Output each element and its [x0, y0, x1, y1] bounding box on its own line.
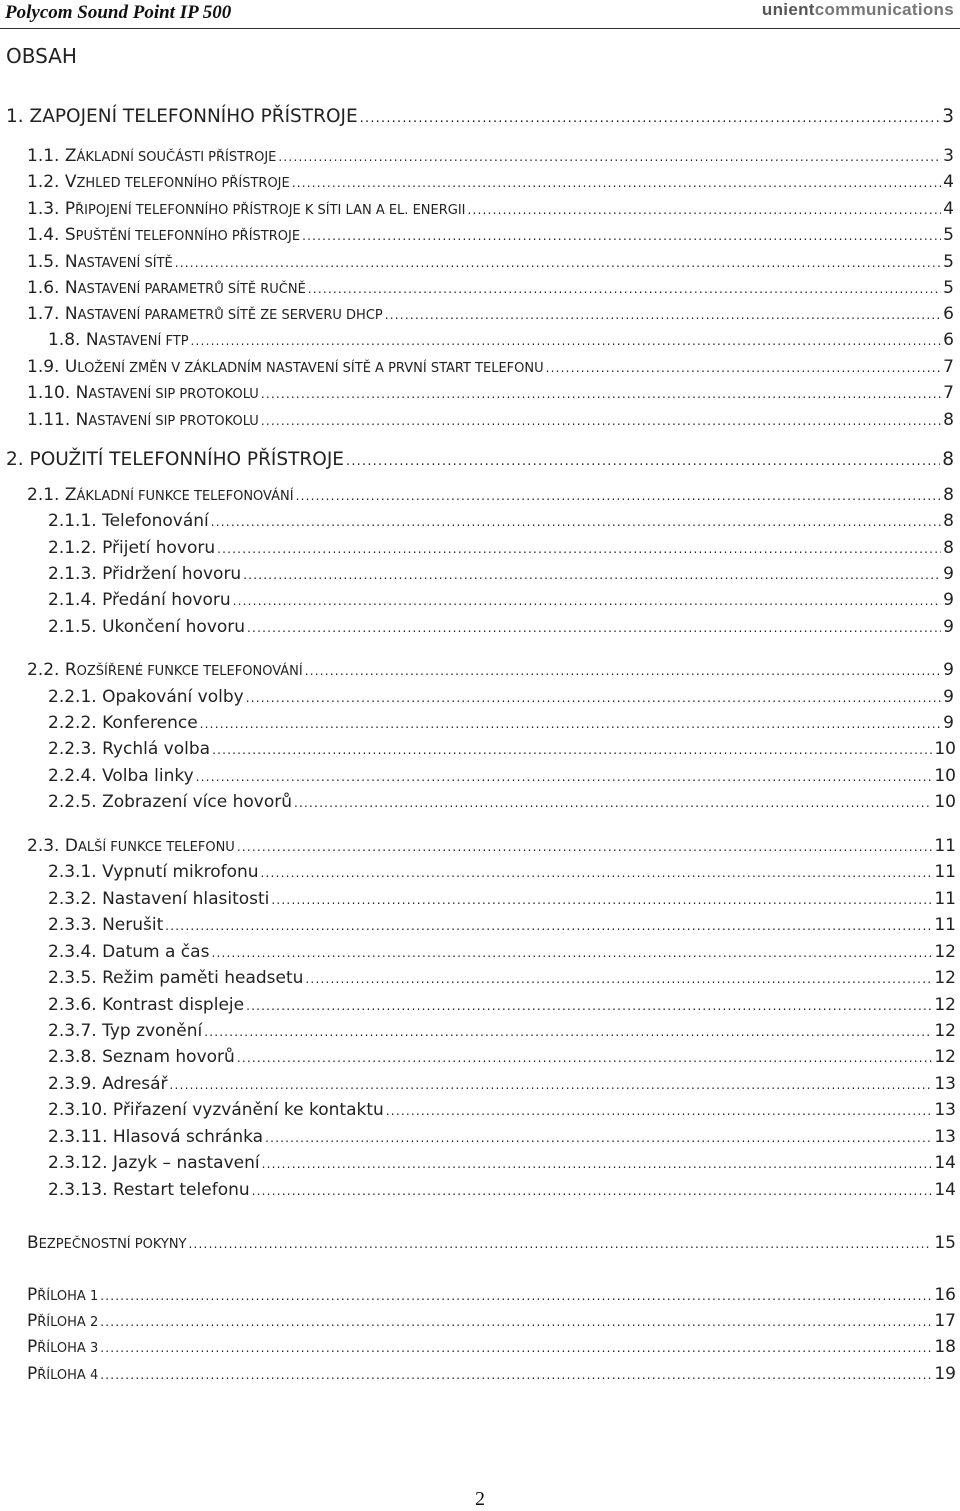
- toc-entry-caption: Vypnutí mikrofonu: [102, 862, 259, 882]
- toc-entry[interactable]: [48, 1047, 956, 1067]
- toc-entry-page: 9: [943, 660, 954, 680]
- toc-entry-title: [48, 1153, 260, 1173]
- toc-dot-leader: [196, 770, 933, 784]
- toc-entry-smallcaps: EZPEČNOSTNÍ POKYNY: [38, 1237, 187, 1252]
- toc-dot-leader: [278, 150, 941, 164]
- toc-dot-leader: [246, 691, 941, 705]
- toc-entry-smallcaps: ŘÍLOHA 3: [37, 1341, 99, 1356]
- toc-entry-page: 11: [934, 862, 956, 882]
- toc-entry-title: [27, 383, 259, 403]
- toc-entry[interactable]: [48, 590, 954, 610]
- toc-entry-number: 2.3.6.: [48, 995, 103, 1015]
- toc-entry[interactable]: [48, 968, 956, 988]
- toc-entry-page: 10: [934, 792, 956, 812]
- toc-entry-title: [48, 889, 269, 909]
- toc-dot-leader: [237, 1051, 933, 1065]
- toc-entry-title: [27, 1285, 98, 1305]
- toc-entry-caption: N: [64, 252, 78, 272]
- toc-entry-caption: Přiřazení vyzvánění ke kontaktu: [112, 1100, 384, 1120]
- toc-entry-title: [27, 1233, 187, 1253]
- toc-dot-leader: [175, 256, 941, 270]
- toc-dot-leader: [233, 594, 942, 608]
- toc-entry[interactable]: [48, 942, 956, 962]
- toc-entry-page: 8: [943, 410, 954, 430]
- toc-entry-title: [48, 766, 194, 786]
- toc-entry-caption: Telefonování: [102, 511, 209, 531]
- toc-entry-number: 2.3.: [27, 836, 65, 856]
- toc-dot-leader: [546, 361, 942, 375]
- toc-dot-leader: [100, 1315, 932, 1329]
- toc-entry[interactable]: [48, 862, 956, 882]
- toc-entry[interactable]: [48, 617, 954, 637]
- toc-entry-caption: Restart telefonu: [112, 1180, 250, 1200]
- toc-entry-caption: Opakování volby: [102, 687, 244, 707]
- toc-entry-number: 2.2.5.: [48, 792, 103, 812]
- toc-entry-title: [27, 1364, 98, 1384]
- toc-entry-title: [48, 862, 259, 882]
- toc-entry-page: 13: [934, 1074, 956, 1094]
- toc-entry-number: 2.1.4.: [48, 590, 103, 610]
- toc-entry-page: 8: [943, 511, 954, 531]
- toc-entry-caption: ZAPOJENÍ TELEFONNÍHO PŘÍSTROJE: [29, 106, 358, 127]
- toc-entry-page: 8: [943, 538, 954, 558]
- header-rule: [0, 28, 960, 29]
- toc-entry-number: 2.2.: [27, 660, 65, 680]
- toc-entry[interactable]: [27, 1364, 956, 1384]
- toc-entry-title: [27, 304, 383, 324]
- toc-entry-title: [48, 538, 215, 558]
- toc-entry-caption: POUŽITÍ TELEFONNÍHO PŘÍSTROJE: [29, 449, 344, 470]
- toc-entry-title: [48, 1127, 263, 1147]
- toc-entry-smallcaps: ŘÍLOHA 2: [37, 1315, 99, 1330]
- toc-entry[interactable]: [48, 995, 956, 1015]
- toc-entry-caption: Nerušit: [102, 915, 164, 935]
- toc-entry-smallcaps: ŘIPOJENÍ TELEFONNÍHO PŘÍSTROJE K SÍTI LAN A EL. ENERGII: [75, 203, 466, 218]
- toc-entry-title: [48, 1021, 202, 1041]
- toc-entry[interactable]: [48, 1074, 956, 1094]
- toc-dot-leader: [265, 1131, 932, 1145]
- toc-entry[interactable]: [27, 304, 954, 324]
- toc-entry-smallcaps: ALŠÍ FUNKCE TELEFONU: [77, 840, 235, 855]
- toc-entry-number: 1.1.: [27, 146, 65, 166]
- toc-entry-title: [27, 146, 276, 166]
- toc-entry-number: 1.2.: [27, 172, 65, 192]
- toc-entry-page: 5: [943, 252, 954, 272]
- toc-entry-page: 7: [943, 357, 954, 377]
- brand-logo-rest: communications: [814, 0, 954, 19]
- toc-entry-smallcaps: ASTAVENÍ PARAMETRŮ SÍTĚ ZE SERVERU DHCP: [77, 308, 383, 323]
- toc-heading: OBSAH: [6, 44, 77, 68]
- toc-entry[interactable]: [27, 836, 956, 856]
- toc-entry-title: [27, 485, 294, 505]
- toc-entry-smallcaps: ÁKLADNÍ FUNKCE TELEFONOVÁNÍ: [76, 489, 294, 504]
- toc-entry[interactable]: [27, 1311, 956, 1331]
- toc-dot-leader: [294, 796, 932, 810]
- toc-entry-number: 2.2.3.: [48, 739, 103, 759]
- toc-entry-caption: N: [85, 330, 99, 350]
- toc-dot-leader: [386, 1104, 933, 1118]
- toc-entry-page: 3: [943, 146, 954, 166]
- toc-entry[interactable]: [27, 1337, 956, 1357]
- toc-entry-caption: R: [64, 660, 77, 680]
- toc-entry-caption: P: [27, 1337, 38, 1357]
- toc-entry-page: 18: [934, 1337, 956, 1357]
- toc-entry-title: [48, 564, 241, 584]
- toc-dot-leader: [252, 1184, 933, 1198]
- brand-logo: [762, 0, 954, 20]
- toc-entry-page: 9: [943, 564, 954, 584]
- toc-dot-leader: [247, 621, 941, 635]
- toc-entry-page: 13: [934, 1100, 956, 1120]
- toc-entry[interactable]: [48, 1153, 956, 1173]
- toc-entry-page: 6: [943, 304, 954, 324]
- toc-entry-page: 12: [934, 968, 956, 988]
- toc-entry-caption: Režim paměti headsetu: [102, 968, 304, 988]
- toc-entry-title: [48, 915, 163, 935]
- toc-entry[interactable]: [27, 225, 954, 245]
- toc-entry-page: 15: [934, 1233, 956, 1253]
- toc-entry-number: 1.7.: [27, 304, 65, 324]
- toc-entry[interactable]: [27, 357, 954, 377]
- toc-entry[interactable]: [48, 915, 956, 935]
- toc-entry-number: 2.1.2.: [48, 538, 103, 558]
- toc-entry-caption: Přidržení hovoru: [102, 564, 242, 584]
- toc-entry-caption: N: [64, 304, 78, 324]
- toc-entry-number: 2.3.1.: [48, 862, 103, 882]
- toc-entry[interactable]: [27, 1233, 956, 1253]
- toc-entry-caption: Konference: [102, 713, 198, 733]
- toc-entry-number: 2.: [6, 449, 30, 470]
- toc-entry-caption: Adresář: [102, 1074, 168, 1094]
- toc-entry-number: 2.3.7.: [48, 1021, 103, 1041]
- toc-entry-page: 12: [934, 1047, 956, 1067]
- toc-entry-number: 2.1.1.: [48, 511, 103, 531]
- toc-dot-leader: [468, 203, 942, 217]
- toc-entry-caption: Z: [64, 146, 77, 166]
- toc-dot-leader: [211, 515, 941, 529]
- toc-entry[interactable]: [48, 1127, 956, 1147]
- toc-entry[interactable]: [48, 511, 954, 531]
- toc-entry-title: [27, 199, 466, 219]
- toc-entry[interactable]: [27, 146, 954, 166]
- toc-entry-page: 12: [934, 995, 956, 1015]
- brand-logo-bold: unient: [761, 0, 815, 19]
- toc-entry-page: 9: [943, 687, 954, 707]
- toc-entry-title: [48, 739, 210, 759]
- toc-entry-caption: Typ zvonění: [102, 1021, 203, 1041]
- toc-dot-leader: [302, 229, 941, 243]
- toc-entry-page: 6: [943, 330, 954, 350]
- toc-dot-leader: [262, 1157, 933, 1171]
- toc-entry-page: 4: [943, 172, 954, 192]
- toc-entry-caption: S: [64, 225, 76, 245]
- toc-entry-title: [27, 410, 259, 430]
- toc-dot-leader: [100, 1289, 932, 1303]
- toc-entry-title: [48, 590, 231, 610]
- toc-entry-smallcaps: ASTAVENÍ PARAMETRŮ SÍTĚ RUČNĚ: [77, 282, 306, 297]
- toc-dot-leader: [189, 1237, 933, 1251]
- toc-entry-page: 16: [934, 1285, 956, 1305]
- toc-entry[interactable]: [27, 252, 954, 272]
- toc-entry-caption: Seznam hovorů: [102, 1047, 235, 1067]
- toc-entry-number: 2.3.11.: [48, 1127, 113, 1147]
- toc-dot-leader: [305, 972, 932, 986]
- toc-entry-page: 10: [934, 739, 956, 759]
- toc-dot-leader: [346, 454, 940, 469]
- toc-entry-title: [48, 1047, 235, 1067]
- toc-entry-title: [48, 713, 198, 733]
- toc-entry-smallcaps: PUŠTĚNÍ TELEFONNÍHO PŘÍSTROJE: [75, 229, 301, 244]
- toc-entry-smallcaps: ASTAVENÍ FTP: [98, 334, 189, 349]
- toc-entry[interactable]: [48, 792, 956, 812]
- toc-entry-page: 9: [943, 713, 954, 733]
- toc-entry-page: 8: [942, 449, 954, 470]
- toc-entry-smallcaps: LOŽENÍ ZMĚN V ZÁKLADNÍM NASTAVENÍ SÍTĚ A PRVNÍ START TELEFONU: [77, 361, 544, 376]
- toc-dot-leader: [308, 282, 941, 296]
- toc-dot-leader: [360, 111, 941, 126]
- toc-entry-page: 13: [934, 1127, 956, 1147]
- toc-entry-caption: Zobrazení více hovorů: [102, 792, 292, 812]
- toc-entry-smallcaps: ASTAVENÍ SIP PROTOKOLU: [88, 387, 259, 402]
- toc-entry[interactable]: [48, 330, 954, 350]
- toc-entry-number: 2.2.2.: [48, 713, 103, 733]
- toc-entry-number: 2.3.10.: [48, 1100, 113, 1120]
- toc-entry-caption: P: [27, 1311, 38, 1331]
- toc-dot-leader: [261, 866, 933, 880]
- toc-entry-caption: Hlasová schránka: [112, 1127, 264, 1147]
- toc-entry-page: 7: [943, 383, 954, 403]
- toc-entry-title: [48, 968, 303, 988]
- toc-dot-leader: [261, 414, 941, 428]
- toc-entry-title: [27, 225, 300, 245]
- toc-entry-smallcaps: ASTAVENÍ SÍTĚ: [77, 256, 173, 271]
- toc-entry-caption: P: [27, 1364, 38, 1384]
- toc-entry-page: 9: [943, 617, 954, 637]
- toc-entry-caption: D: [64, 836, 78, 856]
- toc-entry-number: 2.1.5.: [48, 617, 103, 637]
- toc-entry-page: 12: [934, 1021, 956, 1041]
- toc-entry-number: 1.5.: [27, 252, 65, 272]
- toc-dot-leader: [191, 334, 942, 348]
- toc-entry[interactable]: [6, 449, 954, 470]
- toc-entry[interactable]: [27, 1285, 956, 1305]
- toc-entry-caption: N: [64, 278, 78, 298]
- toc-entry-page: 9: [943, 590, 954, 610]
- toc-entry-title: [27, 172, 290, 192]
- toc-entry-page: 8: [943, 485, 954, 505]
- toc-entry-page: 11: [934, 836, 956, 856]
- document-title: Polycom Sound Point IP 500: [5, 2, 232, 23]
- toc-entry-title: [27, 1337, 98, 1357]
- toc-entry-smallcaps: ÁKLADNÍ SOUČÁSTI PŘÍSTROJE: [76, 150, 277, 165]
- toc-entry-number: 1.8.: [48, 330, 86, 350]
- toc-dot-leader: [212, 743, 932, 757]
- toc-entry-number: 2.3.4.: [48, 942, 103, 962]
- toc-entry-number: 2.3.2.: [48, 889, 103, 909]
- toc-dot-leader: [204, 1025, 932, 1039]
- toc-entry-number: 2.2.1.: [48, 687, 103, 707]
- toc-entry-caption: Nastavení hlasitosti: [102, 889, 270, 909]
- toc-entry-number: 2.3.3.: [48, 915, 103, 935]
- toc-entry-title: [27, 836, 235, 856]
- toc-dot-leader: [165, 919, 932, 933]
- toc-entry-number: 2.1.: [27, 485, 65, 505]
- toc-entry-smallcaps: ŘÍLOHA 1: [37, 1289, 99, 1304]
- toc-entry-caption: Datum a čas: [102, 942, 210, 962]
- toc-entry[interactable]: [48, 564, 954, 584]
- toc-entry-title: [27, 278, 306, 298]
- toc-entry-caption: Přijetí hovoru: [102, 538, 216, 558]
- toc-dot-leader: [243, 568, 941, 582]
- toc-entry-title: [48, 511, 209, 531]
- toc-entry-caption: V: [64, 172, 77, 192]
- toc-entry-number: 1.6.: [27, 278, 65, 298]
- toc-entry[interactable]: [48, 739, 956, 759]
- toc-entry-number: 2.3.13.: [48, 1180, 113, 1200]
- toc-entry-title: [48, 995, 244, 1015]
- toc-dot-leader: [100, 1341, 932, 1355]
- toc-entry-number: 1.11.: [27, 410, 76, 430]
- toc-entry-title: [6, 106, 358, 127]
- toc-entry[interactable]: [48, 1021, 956, 1041]
- toc-entry-caption: Ukončení hovoru: [102, 617, 246, 637]
- toc-entry-title: [48, 687, 244, 707]
- toc-dot-leader: [296, 489, 942, 503]
- toc-entry[interactable]: [48, 687, 954, 707]
- toc-entry-number: 2.3.8.: [48, 1047, 103, 1067]
- toc-entry-caption: Kontrast displeje: [102, 995, 245, 1015]
- toc-entry-number: 1.9.: [27, 357, 65, 377]
- toc-entry-page: 11: [934, 915, 956, 935]
- toc-entry-smallcaps: ZHLED TELEFONNÍHO PŘÍSTROJE: [76, 176, 290, 191]
- toc-entry-title: [6, 449, 344, 470]
- toc-entry-number: 2.3.9.: [48, 1074, 103, 1094]
- toc-entry-smallcaps: ŘÍLOHA 4: [37, 1368, 99, 1383]
- toc-entry-page: 3: [942, 106, 954, 127]
- toc-entry[interactable]: [27, 485, 954, 505]
- toc-entry-title: [48, 617, 245, 637]
- toc-entry-number: 1.3.: [27, 199, 65, 219]
- toc-entry[interactable]: [48, 766, 956, 786]
- toc-entry-page: 14: [934, 1153, 956, 1173]
- toc-entry-title: [27, 357, 544, 377]
- toc-dot-leader: [261, 387, 941, 401]
- toc-entry-number: 2.1.3.: [48, 564, 103, 584]
- toc-entry-page: 11: [934, 889, 956, 909]
- toc-entry-caption: Jazyk – nastavení: [112, 1153, 260, 1173]
- toc-dot-leader: [200, 717, 942, 731]
- toc-entry-page: 19: [934, 1364, 956, 1384]
- toc-entry-caption: Volba linky: [102, 766, 194, 786]
- toc-entry-caption: P: [64, 199, 76, 219]
- toc-dot-leader: [385, 308, 941, 322]
- toc-entry[interactable]: [6, 106, 954, 127]
- toc-entry[interactable]: [27, 383, 954, 403]
- toc-entry-title: [27, 660, 303, 680]
- toc-entry-caption: P: [27, 1285, 38, 1305]
- toc-entry-caption: B: [27, 1233, 39, 1253]
- toc-entry-number: 1.: [6, 106, 30, 127]
- toc-entry[interactable]: [27, 660, 954, 680]
- toc-entry-page: 12: [934, 942, 956, 962]
- toc-dot-leader: [305, 664, 941, 678]
- toc-entry-caption: Předání hovoru: [102, 590, 231, 610]
- toc-entry-caption: Rychlá volba: [102, 739, 211, 759]
- toc-entry-page: 14: [934, 1180, 956, 1200]
- toc-dot-leader: [292, 176, 941, 190]
- toc-entry-caption: U: [64, 357, 78, 377]
- toc-entry-title: [27, 252, 173, 272]
- toc-entry[interactable]: [27, 199, 954, 219]
- toc-entry-page: 4: [943, 199, 954, 219]
- toc-entry-title: [48, 1100, 384, 1120]
- toc-dot-leader: [271, 893, 932, 907]
- toc-entry-title: [48, 942, 209, 962]
- page-number: 2: [475, 1488, 485, 1510]
- toc-dot-leader: [211, 946, 932, 960]
- toc-entry-caption: N: [75, 383, 89, 403]
- toc-entry-page: 5: [943, 225, 954, 245]
- toc-entry-caption: N: [75, 410, 89, 430]
- toc-entry-caption: Z: [64, 485, 77, 505]
- toc-dot-leader: [237, 840, 933, 854]
- toc-entry-number: 2.3.5.: [48, 968, 103, 988]
- toc-entry[interactable]: [48, 713, 954, 733]
- toc-entry-page: 10: [934, 766, 956, 786]
- toc-dot-leader: [217, 542, 941, 556]
- toc-entry[interactable]: [48, 1100, 956, 1120]
- toc-dot-leader: [100, 1368, 932, 1382]
- toc-entry-page: 17: [934, 1311, 956, 1331]
- toc-entry-number: 2.3.12.: [48, 1153, 113, 1173]
- toc-entry-title: [48, 792, 292, 812]
- toc-entry-title: [48, 1074, 168, 1094]
- toc-entry-number: 2.2.4.: [48, 766, 103, 786]
- toc-dot-leader: [170, 1078, 933, 1092]
- toc-entry[interactable]: [27, 278, 954, 298]
- toc-entry-smallcaps: OZŠÍŘENÉ FUNKCE TELEFONOVÁNÍ: [76, 664, 303, 679]
- toc-entry[interactable]: [48, 889, 956, 909]
- toc-entry-title: [27, 1311, 98, 1331]
- toc-dot-leader: [246, 999, 932, 1013]
- toc-entry-title: [48, 330, 189, 350]
- toc-entry-number: 1.4.: [27, 225, 65, 245]
- toc-entry[interactable]: [48, 1180, 956, 1200]
- toc-entry-page: 5: [943, 278, 954, 298]
- toc-entry-number: 1.10.: [27, 383, 76, 403]
- toc-entry-title: [48, 1180, 250, 1200]
- toc-entry[interactable]: [48, 538, 954, 558]
- toc-entry-smallcaps: ASTAVENÍ SIP PROTOKOLU: [88, 414, 259, 429]
- toc-entry[interactable]: [27, 410, 954, 430]
- toc-entry[interactable]: [27, 172, 954, 192]
